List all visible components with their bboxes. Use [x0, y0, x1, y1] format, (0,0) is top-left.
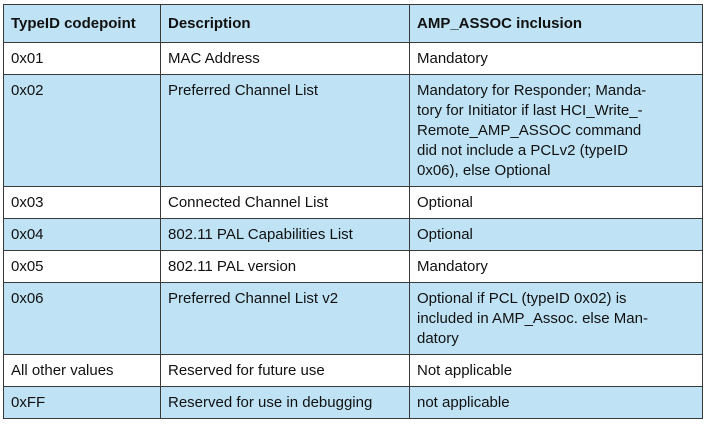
table-row — [4, 355, 703, 387]
table-row — [4, 251, 703, 283]
inclusion-line: 0x06), else Optional — [417, 162, 551, 179]
inclusion-cell — [410, 219, 703, 251]
description-cell: Connected Channel List — [161, 187, 410, 219]
typeid-cell: 0x04 — [4, 219, 161, 251]
description-cell: Reserved for future use — [161, 355, 410, 387]
typeid-cell: 0x03 — [4, 187, 161, 219]
inclusion-line: Mandatory — [417, 258, 488, 275]
description-cell: MAC Address — [161, 43, 410, 75]
inclusion-cell — [410, 355, 703, 387]
inclusion-cell — [410, 283, 703, 355]
typeid-table — [3, 4, 703, 419]
inclusion-line: did not include a PCLv2 (typeID — [417, 142, 628, 159]
inclusion-cell — [410, 387, 703, 419]
description-cell: 802.11 PAL Capabilities List — [161, 219, 410, 251]
description-cell: Preferred Channel List v2 — [161, 283, 410, 355]
inclusion-line: not applicable — [417, 394, 510, 411]
header-description: Description — [161, 5, 410, 43]
description-cell: Preferred Channel List — [161, 75, 410, 187]
typeid-cell: All other values — [4, 355, 161, 387]
header-inclusion: AMP_ASSOC inclusion — [410, 5, 703, 43]
typeid-cell: 0x02 — [4, 75, 161, 187]
inclusion-cell — [410, 75, 703, 187]
table-row — [4, 219, 703, 251]
header-row — [4, 5, 703, 43]
typeid-cell: 0x01 — [4, 43, 161, 75]
inclusion-line: included in AMP_Assoc. else Man- — [417, 310, 648, 327]
description-cell: 802.11 PAL version — [161, 251, 410, 283]
inclusion-line: Not applicable — [417, 362, 513, 379]
inclusion-cell — [410, 251, 703, 283]
inclusion-cell — [410, 43, 703, 75]
description-cell: Reserved for use in debugging — [161, 387, 410, 419]
inclusion-line: Remote_AMP_ASSOC command — [417, 122, 642, 139]
typeid-cell: 0xFF — [4, 387, 161, 419]
typeid-cell: 0x05 — [4, 251, 161, 283]
inclusion-line: Mandatory — [417, 50, 488, 67]
table-row — [4, 187, 703, 219]
inclusion-line: Optional if PCL (typeID 0x02) is — [417, 290, 627, 307]
header-typeid: TypeID codepoint — [4, 5, 161, 43]
inclusion-line: Optional — [417, 226, 473, 243]
table-row — [4, 283, 703, 355]
inclusion-line: tory for Initiator if last HCI_Write_- — [417, 102, 643, 119]
table-row — [4, 43, 703, 75]
table-row — [4, 75, 703, 187]
table-row — [4, 387, 703, 419]
inclusion-cell — [410, 187, 703, 219]
typeid-cell: 0x06 — [4, 283, 161, 355]
inclusion-line: Optional — [417, 194, 473, 211]
inclusion-line: datory — [417, 330, 459, 347]
inclusion-line: Mandatory for Responder; Manda- — [417, 82, 647, 99]
